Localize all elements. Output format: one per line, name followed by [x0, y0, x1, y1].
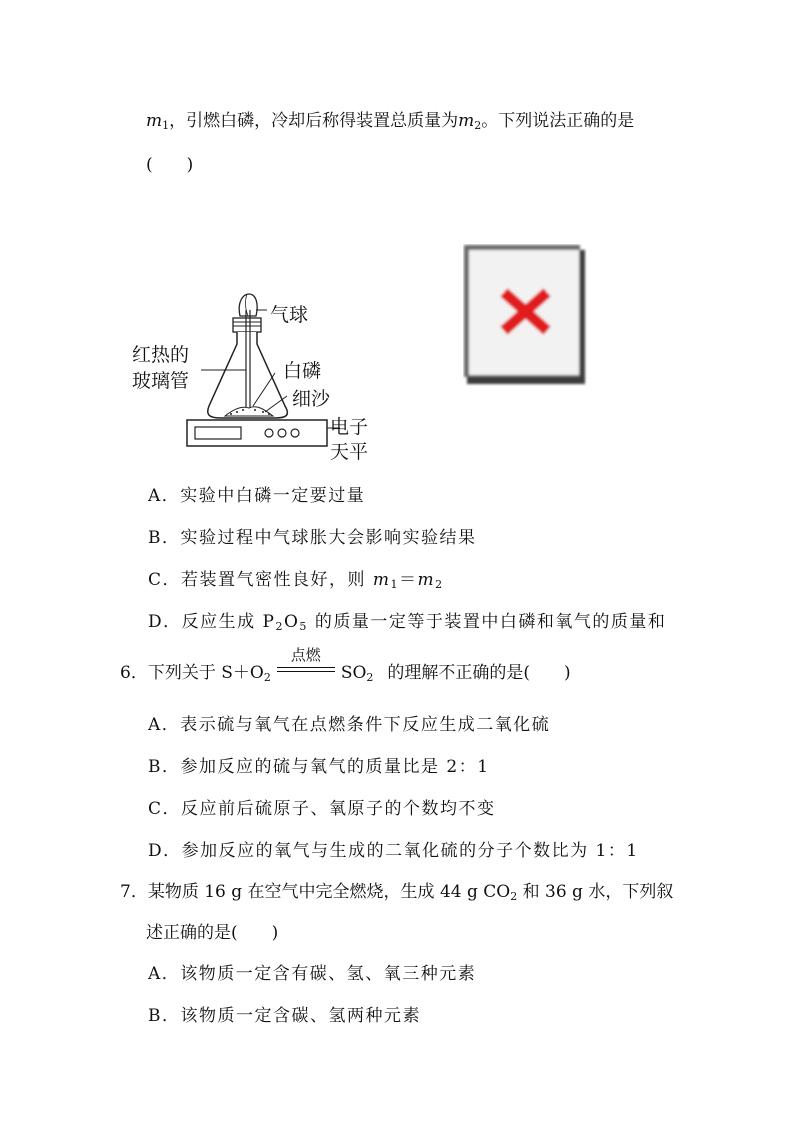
m2-subscript: 2: [474, 119, 482, 132]
q5-option-d-post: 的质量一定等于装置中白磷和氧气的质量和: [307, 612, 667, 632]
p2-subscript: 2: [275, 620, 284, 633]
q5-stem-line1: [146, 106, 634, 131]
q7-option-b: B．该物质一定含碳、氢两种元素: [148, 1006, 421, 1026]
label-tube-2: 玻璃管: [132, 370, 190, 392]
q5-option-a: A．实验中白磷一定要过量: [148, 486, 366, 506]
m2-symbol: m: [458, 111, 475, 131]
q7-stem-line2: 述正确的是( ): [146, 923, 279, 943]
so2-subscript: 2: [366, 671, 374, 684]
label-phosphorus: 白磷: [283, 360, 322, 382]
q6-option-c: C．反应前后硫原子、氧原子的个数均不变: [148, 799, 496, 819]
reaction-condition-label: 点燃: [290, 646, 321, 664]
q5-option-d-pre: D．反应生成 P: [148, 612, 276, 632]
q6-option-a: A．表示硫与氧气在点燃条件下反应生成二氧化硫: [148, 715, 551, 735]
so2-formula: SO: [340, 663, 367, 683]
conical-flask: [208, 332, 288, 418]
rubber-stopper: [233, 318, 261, 332]
o2-subscript: 2: [263, 671, 271, 684]
reaction-condition-arrow: [277, 646, 335, 680]
q6-stem-pre: 6．下列关于 S＋O: [120, 663, 264, 683]
q7-option-a: A．该物质一定含有碳、氢、氧三种元素: [148, 964, 477, 984]
label-balloon: 气球: [270, 304, 309, 326]
broken-image-placeholder: [463, 244, 587, 386]
m1-symbol: m: [146, 111, 163, 131]
q5-stem-end: 。下列说法正确的是: [481, 111, 635, 131]
q5-option-c: [148, 565, 444, 590]
m2-subscript-c: 2: [435, 578, 444, 591]
q5-option-c-text: C．若装置气密性良好，则: [148, 570, 373, 590]
m1-symbol-c: m: [372, 570, 391, 590]
q7-stem-pre: 7．某物质 16 g 在空气中完全燃烧，生成 44 g CO: [120, 882, 511, 902]
label-balance-1: 电子: [330, 416, 369, 438]
q7-stem-line1: [120, 877, 673, 902]
equals-sign: ＝: [399, 570, 418, 590]
m2-symbol-c: m: [417, 570, 436, 590]
m1-subscript: 1: [162, 119, 170, 132]
q7-stem-post: 和 36 g 水，下列叙: [517, 882, 674, 902]
balloon: [239, 294, 257, 316]
m1-subscript-c: 1: [390, 578, 400, 591]
label-sand: 细沙: [292, 388, 331, 410]
q6-option-b: B．参加反应的硫与氧气的质量比是 2：1: [148, 757, 490, 777]
label-balance-2: 天平: [330, 441, 369, 463]
q5-stem-text: ，引燃白磷，冷却后称得装置总质量为: [169, 111, 459, 131]
q5-option-d: [148, 607, 666, 632]
co2-subscript: 2: [510, 890, 518, 903]
oxygen-symbol: O: [283, 612, 300, 632]
q6-stem: [120, 646, 571, 684]
broken-image-icon: [463, 244, 587, 386]
o5-subscript: 5: [299, 620, 308, 633]
q6-option-d: D．参加反应的氧气与生成的二氧化硫的分子个数比为 1：1: [148, 841, 639, 861]
q5-option-b: B．实验过程中气球胀大会影响实验结果: [148, 528, 477, 548]
label-tube-1: 红热的: [132, 344, 190, 366]
q6-stem-post: 的理解不正确的是( ): [387, 663, 571, 683]
q5-answer-paren: ( ): [146, 155, 194, 175]
